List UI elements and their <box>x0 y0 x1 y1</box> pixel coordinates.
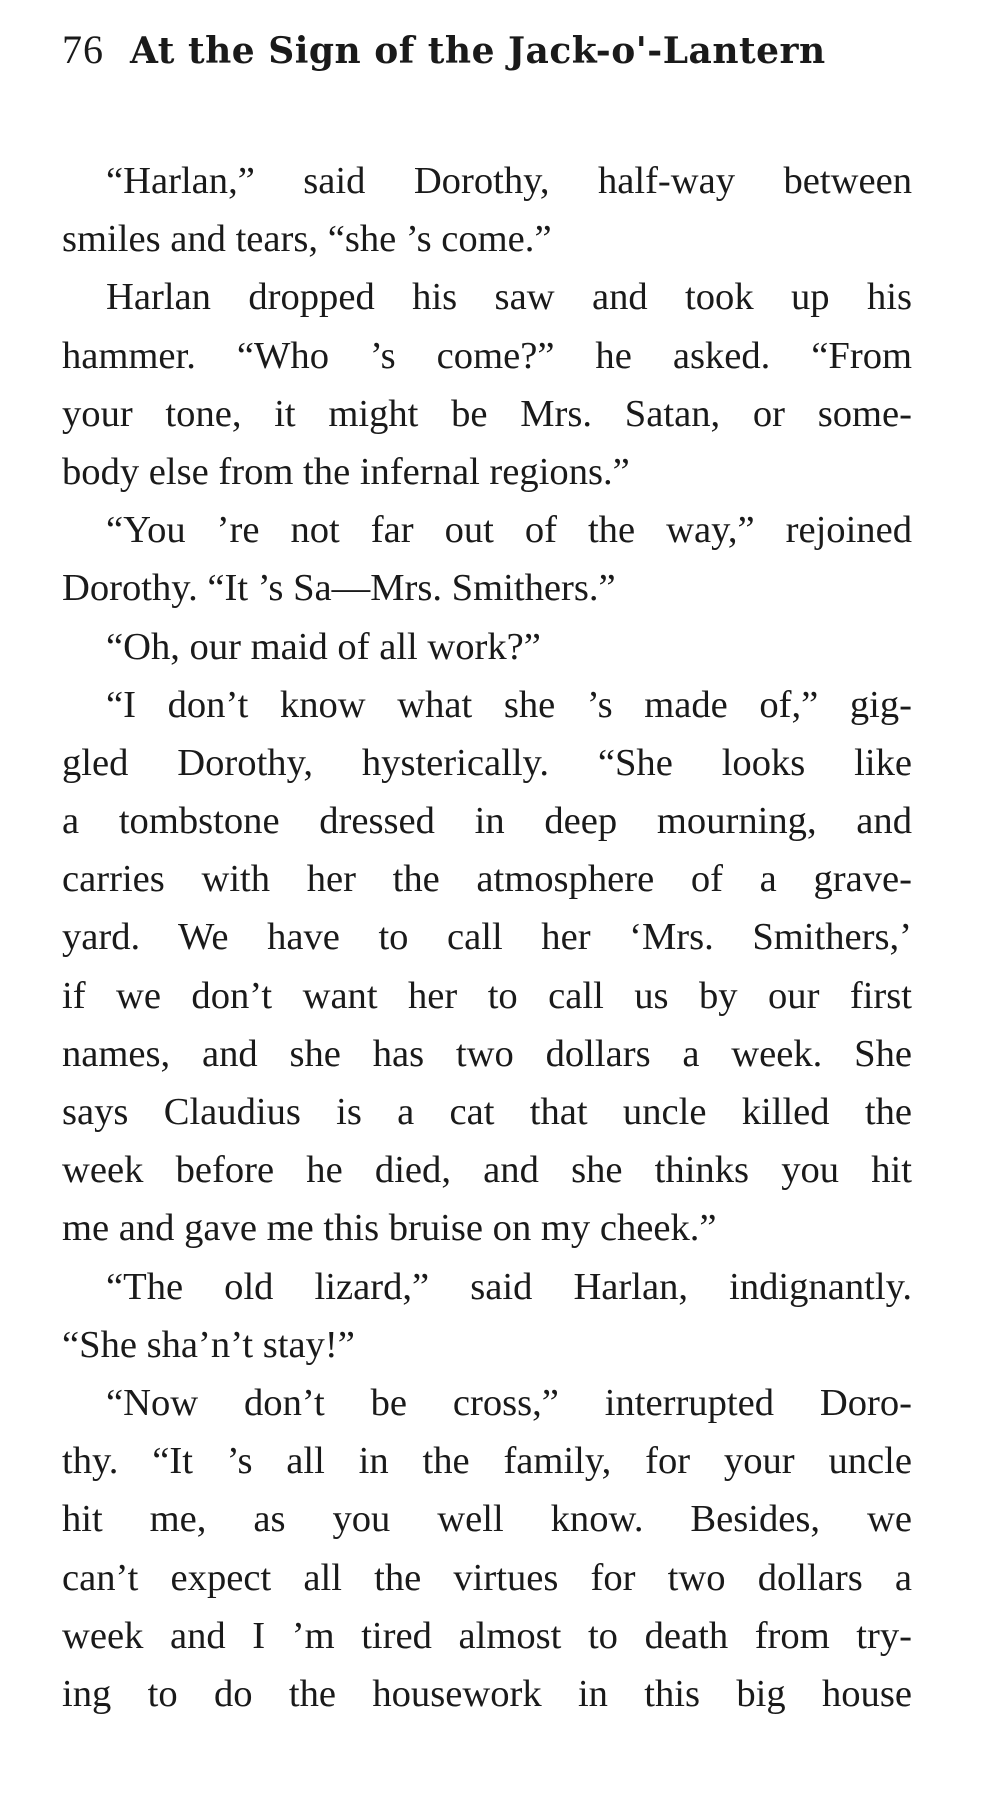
body-text <box>62 152 912 1723</box>
text-line: thy. “It ’s all in the family, for your uncle <box>62 1440 912 1483</box>
text-line: hit me, as you well know. Besides, we <box>62 1498 912 1541</box>
text-line: “She sha’n’t stay!” <box>62 1323 355 1366</box>
text-line: “Oh, our maid of all work?” <box>106 625 541 668</box>
text-line: me and gave me this bruise on my cheek.” <box>62 1207 717 1250</box>
text-line: “I don’t know what she ’s made of,” gig- <box>106 683 912 726</box>
text-line: your tone, it might be Mrs. Satan, or some- <box>62 392 912 435</box>
text-line: body else from the infernal regions.” <box>62 450 630 493</box>
page-number: 76 <box>62 27 104 72</box>
text-line: “The old lizard,” said Harlan, indignantly. <box>106 1265 912 1308</box>
page-header <box>62 26 922 90</box>
text-line: Harlan dropped his saw and took up his <box>106 276 912 319</box>
text-line: ing to do the housework in this big house <box>62 1672 912 1715</box>
text-line: week and I ’m tired almost to death from try- <box>62 1614 912 1657</box>
text-line: a tombstone dressed in deep mourning, and <box>62 800 912 843</box>
text-line: if we don’t want her to call us by our first <box>62 974 912 1017</box>
text-line: “You ’re not far out of the way,” rejoined <box>106 509 912 552</box>
text-line: week before he died, and she thinks you hit <box>62 1149 912 1192</box>
text-line: “Harlan,” said Dorothy, half-way between <box>106 160 912 202</box>
text-line: yard. We have to call her ‘Mrs. Smithers,’ <box>62 916 912 959</box>
text-line: carries with her the atmosphere of a grave- <box>62 858 912 901</box>
running-title: At the Sign of the Jack-o'-Lantern <box>130 30 826 72</box>
text-line: gled Dorothy, hysterically. “She looks like <box>62 741 912 784</box>
text-line: Dorothy. “It ’s Sa—Mrs. Smithers.” <box>62 567 616 610</box>
text-line: says Claudius is a cat that uncle killed the <box>62 1091 912 1133</box>
text-line: can’t expect all the virtues for two dollars a <box>62 1556 912 1599</box>
text-line: names, and she has two dollars a week. She <box>62 1032 912 1075</box>
text-line: “Now don’t be cross,” interrupted Doro- <box>106 1381 912 1424</box>
text-line: smiles and tears, “she ’s come.” <box>62 218 552 261</box>
text-line: hammer. “Who ’s come?” he asked. “From <box>62 334 912 377</box>
